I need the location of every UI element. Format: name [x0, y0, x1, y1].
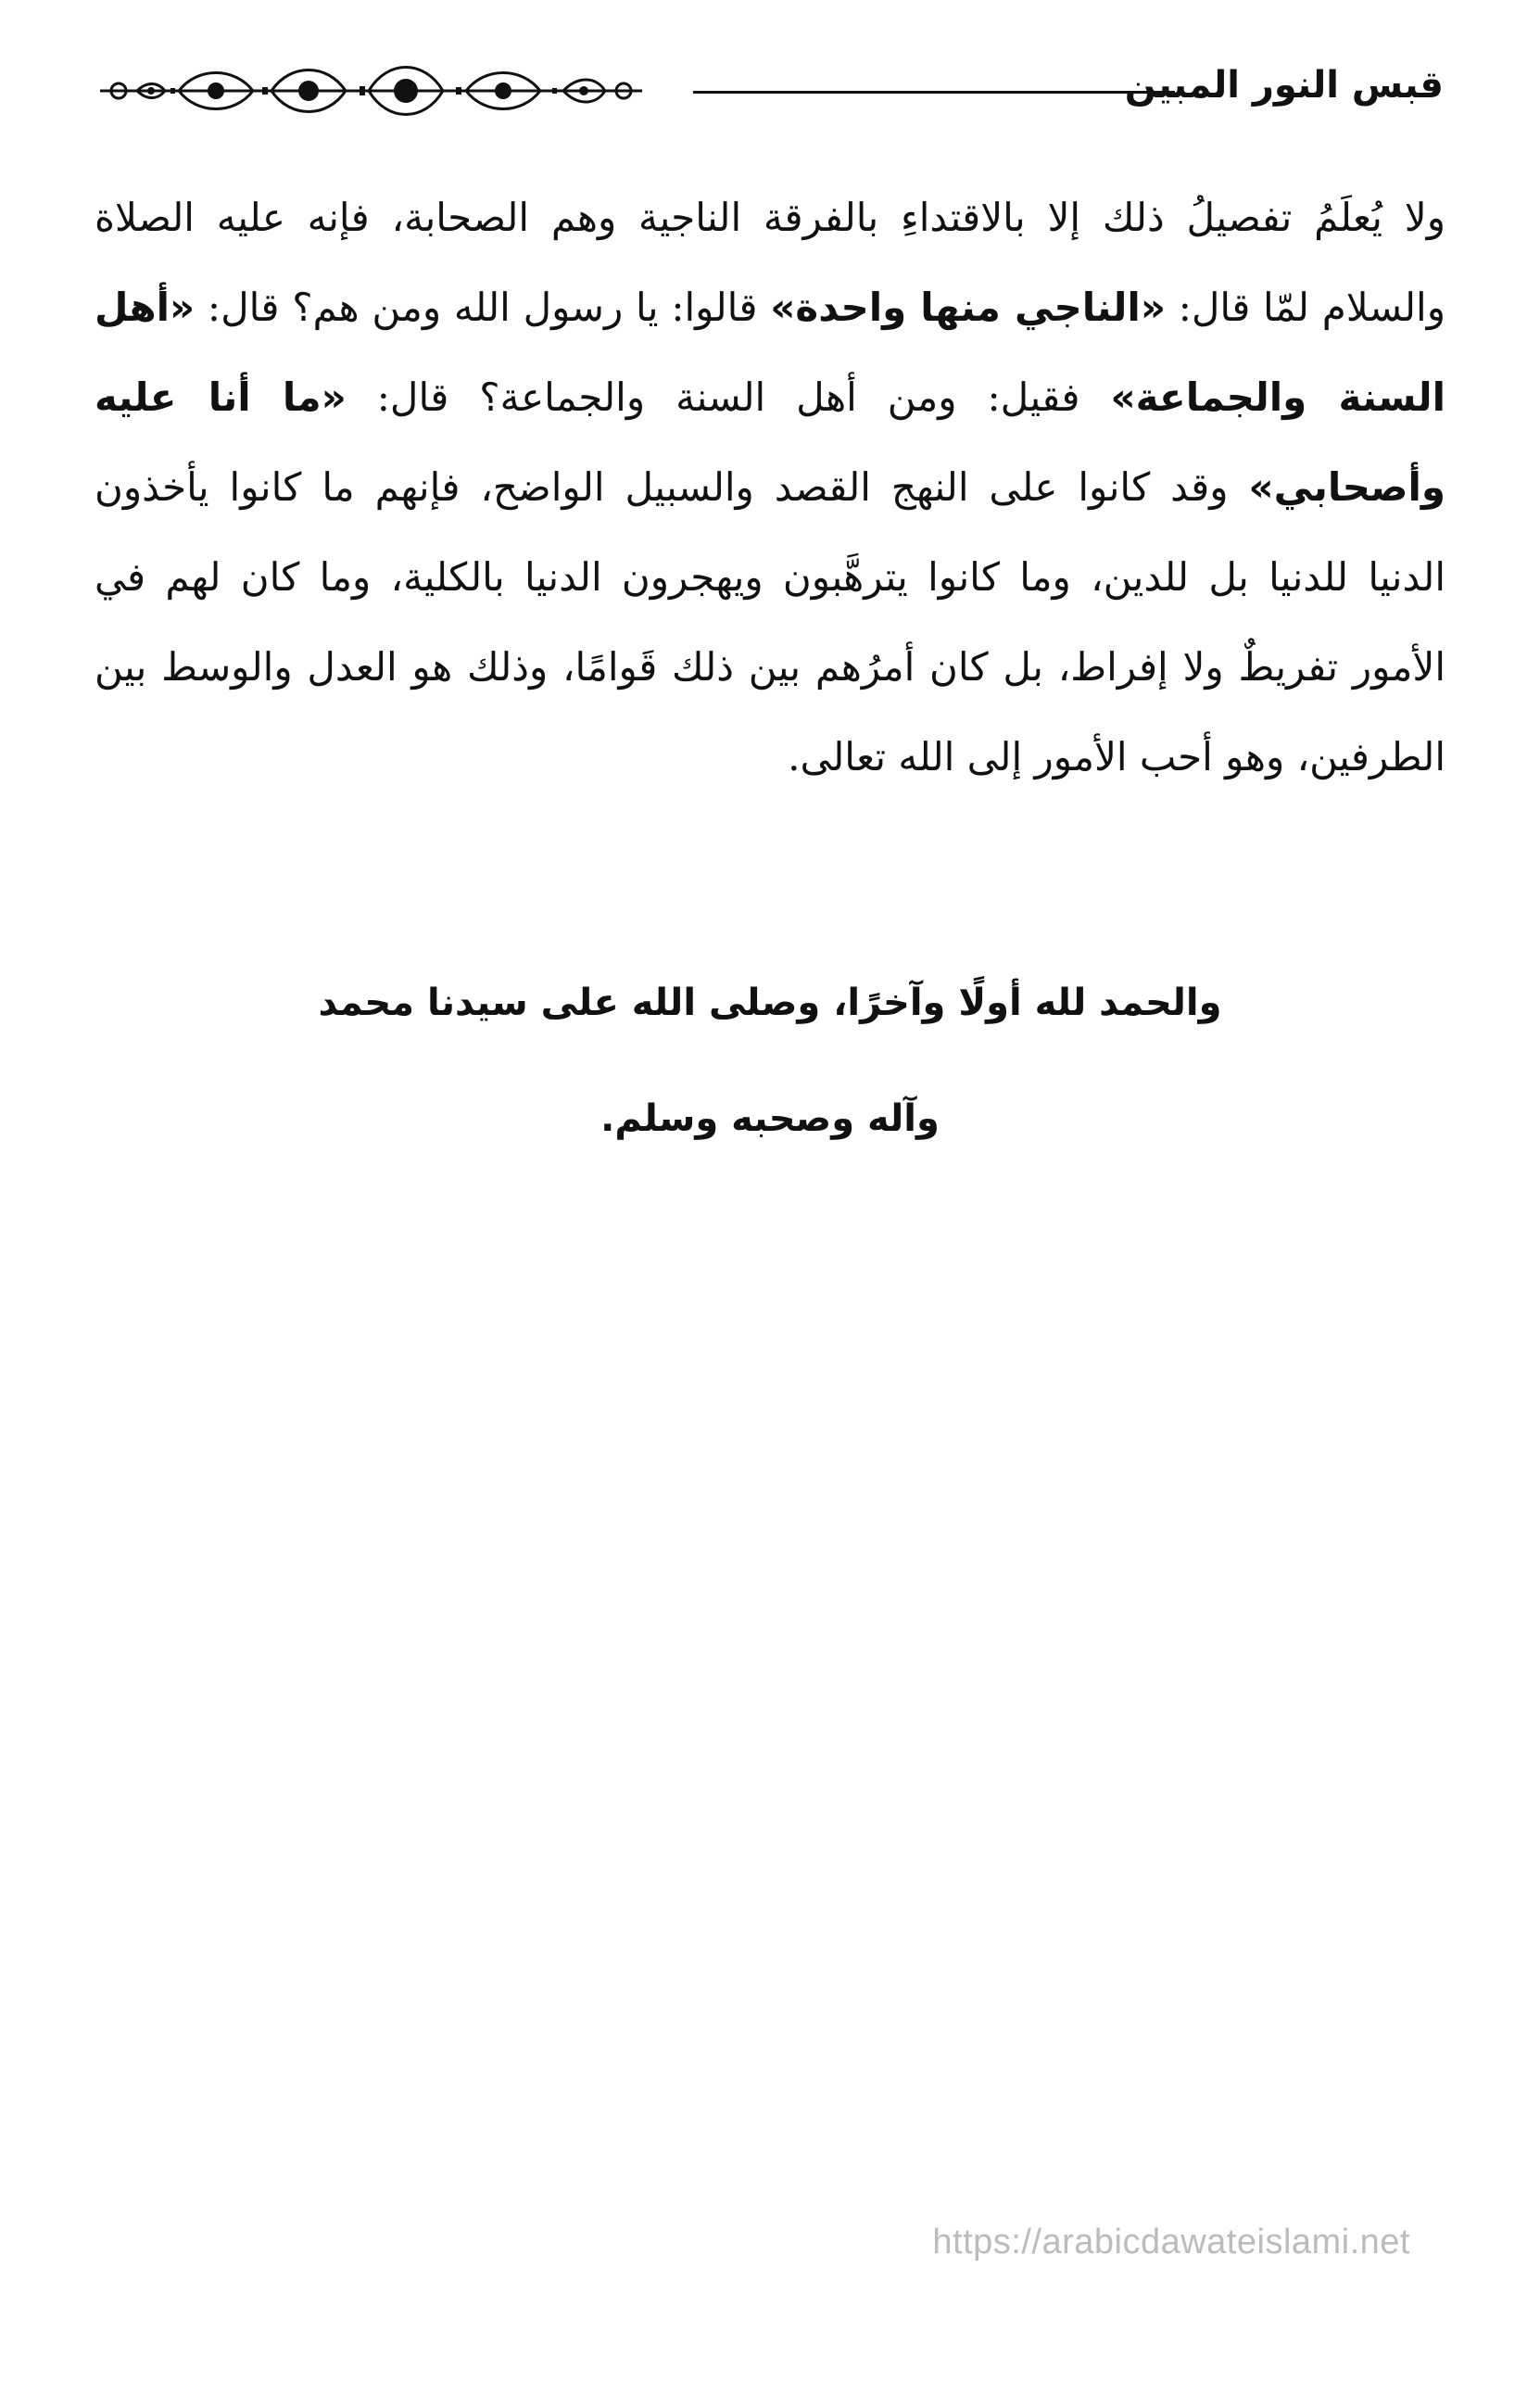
- closing-line: والحمد لله أولًا وآخرًا، وصلى الله على سيدنا محمد: [318, 982, 1222, 1024]
- closing-doxology: [185, 945, 1355, 1177]
- hadith-quote: «الناجي منها واحدة»: [770, 285, 1166, 330]
- body-text-part: فقيل: ومن أهل السنة والجماعة؟ قال:: [346, 374, 1111, 420]
- header-rule: [693, 91, 1175, 94]
- running-title: قبس النور المبين: [1124, 64, 1444, 107]
- body-text-part: وقد كانوا على النهج القصد والسبيل الواضح، فإنهم ما كانوا يأخذون الدنيا للدنيا بل للدين، وما كانوا يترهَّبون ويهجرون الدنيا بالكلية، وما كان لهم في الأمور تفريطٌ ولا إفراط، بل كان أمرُهم بين ذلك قَوامًا، وذلك هو العدل والوسط بين الطرفين، وهو أحب الأمور إلى الله تعالى.: [95, 464, 1445, 779]
- hadith-quote: «أهل السنة والجماعة»: [95, 285, 1445, 420]
- body-text-part: قالوا: يا رسول الله ومن هم؟ قال:: [195, 285, 771, 330]
- hadith-quote: «ما أنا عليه وأصحابي»: [95, 374, 1445, 510]
- closing-line: وآله وصحبه وسلم.: [600, 1097, 940, 1140]
- source-url-watermark: https://arabicdawateislami.net: [932, 2223, 1410, 2262]
- body-text-part: ولا يُعلَمُ تفصيلُ ذلك إلا بالاقتداءِ بالفرقة الناجية وهم الصحابة، فإنه عليه الصلاة والسلام لمّا قال:: [95, 195, 1445, 330]
- floral-border-ornament-icon: [82, 54, 661, 128]
- body-paragraph: [95, 172, 1445, 802]
- page-header: [82, 54, 1444, 128]
